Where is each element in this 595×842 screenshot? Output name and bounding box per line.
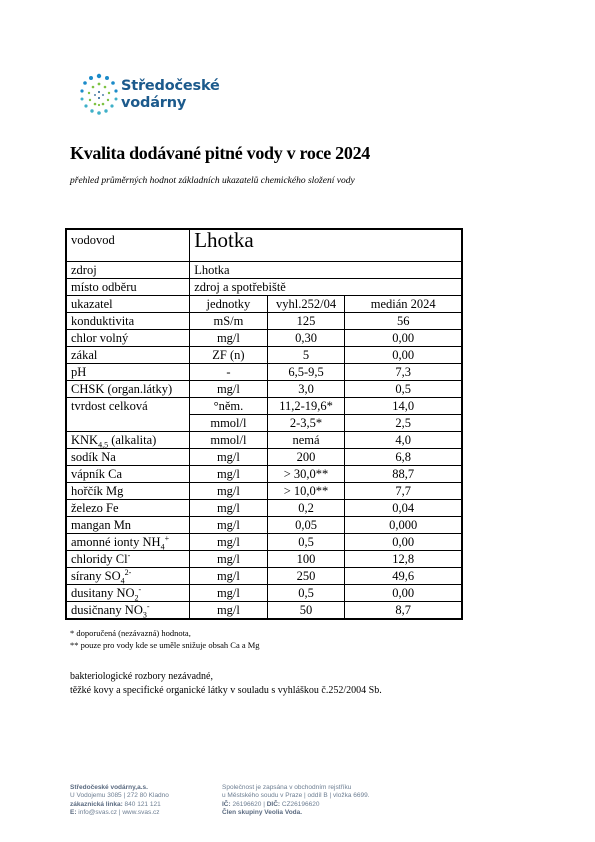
parameter-median: 12,8 bbox=[345, 551, 462, 568]
parameter-unit: mS/m bbox=[190, 313, 267, 330]
parameter-superscript: 2- bbox=[124, 567, 132, 577]
parameter-limit: 125 bbox=[267, 313, 345, 330]
table-row bbox=[66, 517, 462, 534]
parameter-median: 4,0 bbox=[345, 432, 462, 449]
parameter-unit: mg/l bbox=[190, 381, 267, 398]
vodovod-row bbox=[66, 229, 462, 262]
parameter-name-text: konduktivita bbox=[71, 313, 135, 328]
parameter-median: 0,00 bbox=[345, 330, 462, 347]
table-row bbox=[66, 347, 462, 364]
table-row bbox=[66, 313, 462, 330]
header-row bbox=[66, 296, 462, 313]
table-row bbox=[66, 466, 462, 483]
parameter-limit: 0,5 bbox=[267, 534, 345, 551]
parameter-limit: 250 bbox=[267, 568, 345, 585]
parameter-median: 49,6 bbox=[345, 568, 462, 585]
parameter-limit: 200 bbox=[267, 449, 345, 466]
parameter-unit: mmol/l bbox=[190, 415, 267, 432]
parameter-name bbox=[66, 347, 190, 364]
parameter-superscript: - bbox=[146, 601, 150, 611]
parameter-median: 0,000 bbox=[345, 517, 462, 534]
footer-dic-value: CZ26196620 bbox=[280, 800, 320, 808]
parameter-name bbox=[66, 432, 190, 449]
parameter-limit: > 30,0** bbox=[267, 466, 345, 483]
footer-contact bbox=[70, 784, 169, 817]
parameter-unit: mg/l bbox=[190, 483, 267, 500]
parameter-name-text: sírany SO bbox=[71, 568, 121, 583]
footer-line-label: zákaznická linka: bbox=[70, 800, 123, 808]
parameter-name bbox=[66, 500, 190, 517]
parameter-median: 2,5 bbox=[345, 415, 462, 432]
parameter-rows bbox=[66, 313, 462, 620]
parameter-name-text: zákal bbox=[71, 347, 98, 362]
parameter-unit: mg/l bbox=[190, 602, 267, 620]
parameter-limit: 50 bbox=[267, 602, 345, 620]
page-title: Kvalita dodávané pitné vody v roce 2024 bbox=[70, 143, 370, 163]
footer-company: Středočeské vodárny,a.s. bbox=[70, 784, 148, 791]
table-row bbox=[66, 364, 462, 381]
parameter-name bbox=[66, 415, 190, 432]
parameter-median: 7,3 bbox=[345, 364, 462, 381]
parameter-limit: 0,5 bbox=[267, 585, 345, 602]
parameter-unit: mg/l bbox=[190, 466, 267, 483]
parameter-name bbox=[66, 449, 190, 466]
header-vyhl: vyhl.252/04 bbox=[267, 296, 345, 313]
header-median: medián 2024 bbox=[345, 296, 462, 313]
vodovod-label: vodovod bbox=[66, 229, 190, 262]
parameter-median: 0,00 bbox=[345, 585, 462, 602]
table-row bbox=[66, 568, 462, 585]
parameter-subscript: 3 bbox=[142, 610, 147, 619]
parameter-name bbox=[66, 330, 190, 347]
parameter-median: 8,7 bbox=[345, 602, 462, 620]
parameter-median: 88,7 bbox=[345, 466, 462, 483]
parameter-name bbox=[66, 364, 190, 381]
parameter-limit: 0,30 bbox=[267, 330, 345, 347]
parameter-unit: mg/l bbox=[190, 585, 267, 602]
header-jednotky: jednotky bbox=[190, 296, 267, 313]
footer-registration bbox=[222, 784, 370, 817]
parameter-name-text: KNK bbox=[71, 432, 99, 447]
parameter-median: 0,00 bbox=[345, 534, 462, 551]
parameter-median: 6,8 bbox=[345, 449, 462, 466]
parameter-median: 0,04 bbox=[345, 500, 462, 517]
parameter-unit: - bbox=[190, 364, 267, 381]
parameter-name bbox=[66, 466, 190, 483]
parameter-limit: 100 bbox=[267, 551, 345, 568]
parameter-limit: nemá bbox=[267, 432, 345, 449]
zdroj-label: zdroj bbox=[66, 262, 190, 279]
header-ukazatel: ukazatel bbox=[66, 296, 190, 313]
water-drops-logo-icon bbox=[77, 72, 121, 116]
parameter-unit: mg/l bbox=[190, 330, 267, 347]
parameter-limit: 2-3,5* bbox=[267, 415, 345, 432]
parameter-name-text: sodík Na bbox=[71, 449, 116, 464]
parameter-unit: mg/l bbox=[190, 449, 267, 466]
footnote-recommended: * doporučená (nezávazná) hodnota, bbox=[70, 628, 191, 638]
table-row bbox=[66, 500, 462, 517]
table-row bbox=[66, 602, 462, 620]
parameter-unit: mg/l bbox=[190, 568, 267, 585]
footer-member: Člen skupiny Veolia Voda. bbox=[222, 808, 303, 816]
table-row bbox=[66, 551, 462, 568]
footer-ic-label: IČ: bbox=[222, 800, 231, 808]
parameter-name-text: amonné ionty NH bbox=[71, 534, 161, 549]
table-row bbox=[66, 585, 462, 602]
parameter-median: 0,5 bbox=[345, 381, 462, 398]
company-logo bbox=[77, 72, 220, 122]
table-row bbox=[66, 330, 462, 347]
table-row bbox=[66, 483, 462, 500]
parameter-unit: °něm. bbox=[190, 398, 267, 415]
parameter-name bbox=[66, 381, 190, 398]
parameter-limit: 5 bbox=[267, 347, 345, 364]
parameter-superscript: - bbox=[127, 550, 131, 560]
footnote-ca-mg: ** pouze pro vody kde se uměle snižuje obsah Ca a Mg bbox=[70, 640, 260, 650]
parameter-limit: 0,2 bbox=[267, 500, 345, 517]
parameter-name bbox=[66, 398, 190, 415]
heavy-metals-note: těžké kovy a specifické organické látky v souladu s vyhláškou č.252/2004 Sb. bbox=[70, 685, 382, 696]
vodovod-name: Lhotka bbox=[190, 229, 462, 262]
parameter-name-text: tvrdost celková bbox=[71, 398, 148, 413]
water-quality-table bbox=[65, 228, 463, 620]
parameter-name bbox=[66, 313, 190, 330]
parameter-name bbox=[66, 534, 190, 551]
parameter-limit: 0,05 bbox=[267, 517, 345, 534]
parameter-name-text: chlor volný bbox=[71, 330, 129, 345]
parameter-name-text: hořčík Mg bbox=[71, 483, 124, 498]
parameter-name bbox=[66, 568, 190, 585]
footer-reg-line1: Společnost je zapsána v obchodním rejstříku bbox=[222, 784, 352, 791]
parameter-unit: mg/l bbox=[190, 551, 267, 568]
table-row bbox=[66, 432, 462, 449]
table-row bbox=[66, 449, 462, 466]
footer-address: U Vodojemu 3085 | 272 80 Kladno bbox=[70, 792, 169, 800]
parameter-superscript: - bbox=[138, 584, 142, 594]
footer-email-label: E: bbox=[70, 808, 77, 816]
footer-phone: 840 121 121 bbox=[122, 800, 161, 808]
parameter-name-text: železo Fe bbox=[71, 500, 119, 515]
footer-email-link[interactable]: info@svas.cz | www.svas.cz bbox=[76, 808, 160, 816]
parameter-unit: mg/l bbox=[190, 500, 267, 517]
parameter-subscript: 4 bbox=[160, 542, 165, 551]
parameter-name bbox=[66, 483, 190, 500]
parameter-subscript: 4,5 bbox=[98, 440, 109, 449]
parameter-name-tail: (alkalita) bbox=[108, 432, 157, 447]
misto-row bbox=[66, 279, 462, 296]
parameter-unit: ZF (n) bbox=[190, 347, 267, 364]
parameter-median: 14,0 bbox=[345, 398, 462, 415]
parameter-name bbox=[66, 602, 190, 620]
parameter-median: 7,7 bbox=[345, 483, 462, 500]
parameter-median: 0,00 bbox=[345, 347, 462, 364]
parameter-unit: mmol/l bbox=[190, 432, 267, 449]
parameter-limit: 6,5-9,5 bbox=[267, 364, 345, 381]
parameter-name-text: dusičnany NO bbox=[71, 602, 143, 617]
logo-brand-name: Středočeské vodárny bbox=[121, 78, 220, 111]
parameter-name bbox=[66, 551, 190, 568]
zdroj-row bbox=[66, 262, 462, 279]
misto-value: zdroj a spotřebiště bbox=[190, 279, 462, 296]
parameter-name-text: dusitany NO bbox=[71, 585, 135, 600]
parameter-name-text: pH bbox=[71, 364, 87, 379]
parameter-name-text: CHSK (organ.látky) bbox=[71, 381, 173, 396]
parameter-name bbox=[66, 585, 190, 602]
parameter-unit: mg/l bbox=[190, 517, 267, 534]
misto-label: místo odběru bbox=[66, 279, 190, 296]
parameter-limit: > 10,0** bbox=[267, 483, 345, 500]
footer-reg-line2: u Městského soudu v Praze | oddíl B | vložka 6699. bbox=[222, 792, 370, 800]
bacteriology-note: bakteriologické rozbory nezávadné, bbox=[70, 671, 213, 682]
table-row bbox=[66, 534, 462, 551]
parameter-subscript: 4 bbox=[120, 576, 125, 585]
parameter-limit: 11,2-19,6* bbox=[267, 398, 345, 415]
footer-dic-label: DIČ: bbox=[266, 800, 281, 808]
parameter-superscript: + bbox=[164, 533, 170, 543]
zdroj-value: Lhotka bbox=[190, 262, 462, 279]
parameter-name-text: vápník Ca bbox=[71, 466, 123, 481]
parameter-name-text: mangan Mn bbox=[71, 517, 132, 532]
table-row bbox=[66, 415, 462, 432]
table-row bbox=[66, 381, 462, 398]
footer-ic-value: 26196620 | bbox=[230, 800, 267, 808]
parameter-name-text: chloridy Cl bbox=[71, 551, 128, 566]
parameter-name bbox=[66, 517, 190, 534]
parameter-median: 56 bbox=[345, 313, 462, 330]
parameter-subscript: 2 bbox=[134, 593, 139, 602]
parameter-unit: mg/l bbox=[190, 534, 267, 551]
parameter-limit: 3,0 bbox=[267, 381, 345, 398]
page-subtitle: přehled průměrných hodnot základních ukazatelů chemického složení vody bbox=[70, 176, 355, 186]
table-row bbox=[66, 398, 462, 415]
